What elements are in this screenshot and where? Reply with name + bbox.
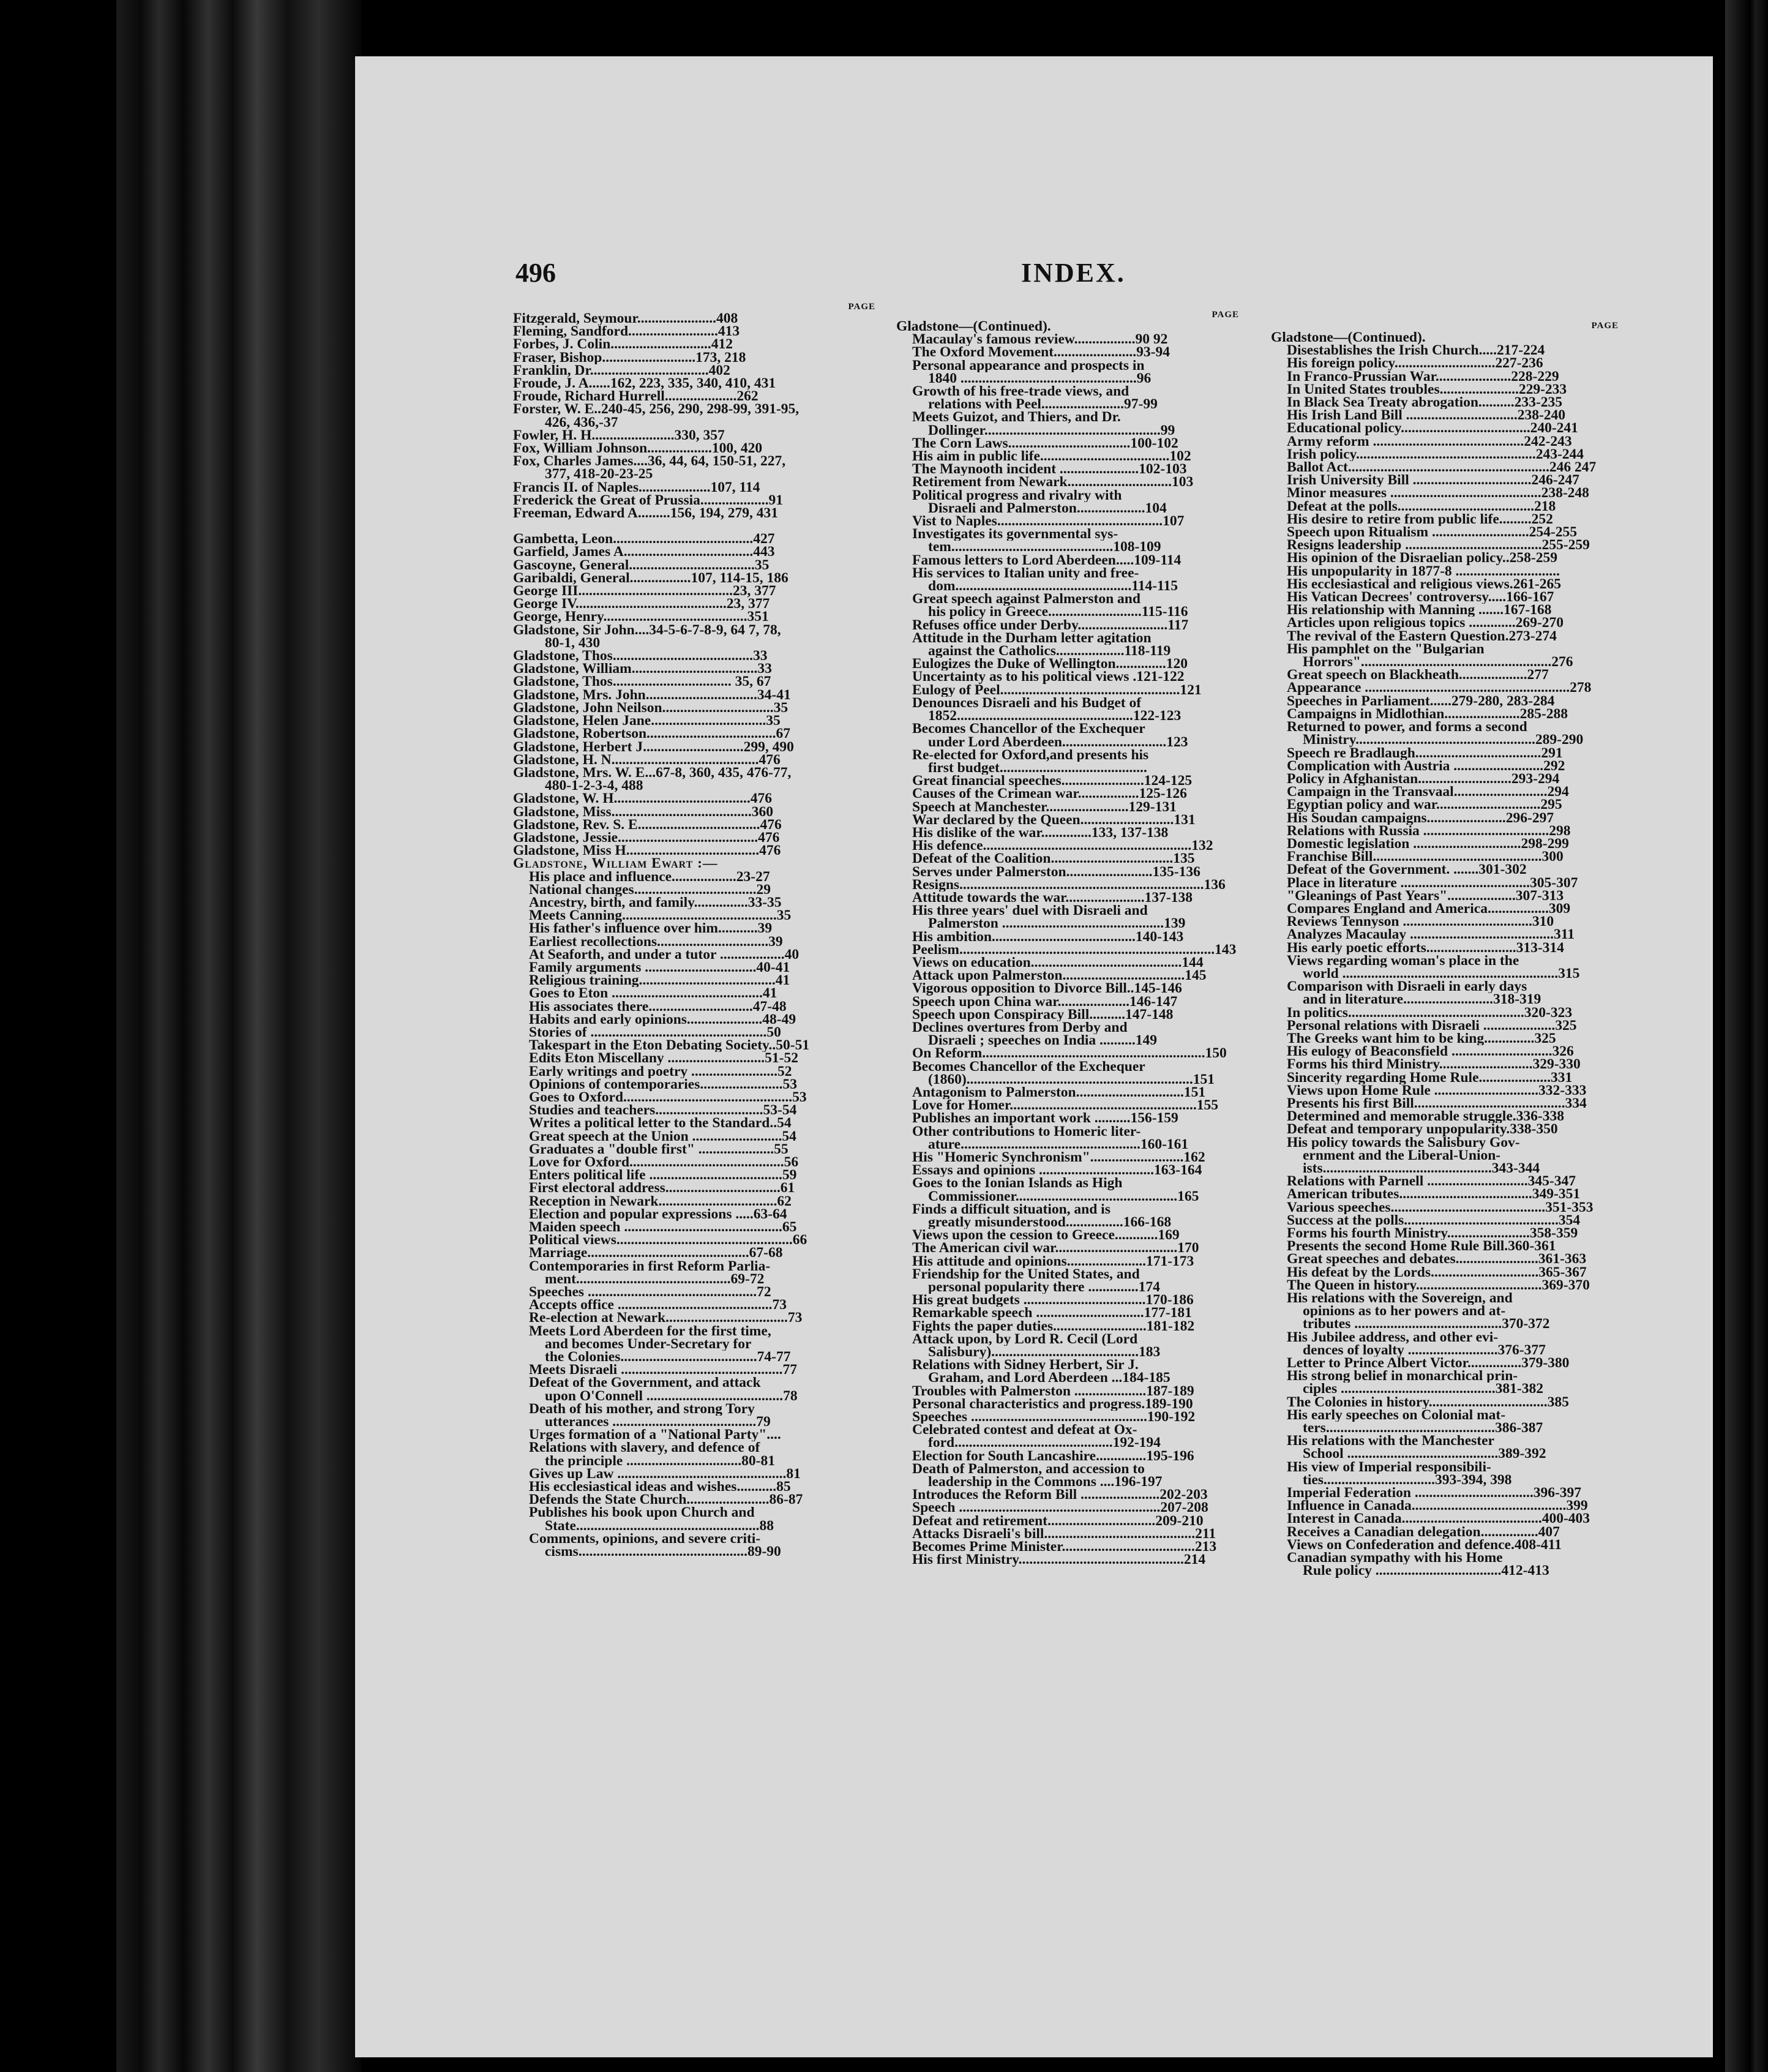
index-entry: Religious training......................................41 bbox=[529, 974, 790, 988]
index-entry: Eulogy of Peel..................................................121 bbox=[912, 683, 1202, 697]
index-entry: Rule policy ...................................412-413 bbox=[1303, 1564, 1549, 1578]
index-entry: Attack upon, by Lord R. Cecil (Lord bbox=[912, 1332, 1138, 1346]
index-entry: Defeat of the Government. .......301-302 bbox=[1287, 863, 1527, 877]
index-entry: Success at the polls...........................................354 bbox=[1287, 1214, 1581, 1228]
index-entry: His eulogy of Beaconsfield ............................326 bbox=[1287, 1045, 1574, 1059]
index-entry: Edits Eton Miscellany ...........................51-52 bbox=[529, 1052, 798, 1065]
index-entry: 480-1-2-3-4, 488 bbox=[545, 779, 643, 793]
index-entry: Meets Disraeli .............................................77 bbox=[529, 1364, 797, 1377]
index-entry: Speeches .................................................190-192 bbox=[912, 1411, 1196, 1424]
index-entry: Relations with Sidney Herbert, Sir J. bbox=[912, 1359, 1139, 1372]
index-entry: Personal relations with Disraeli ....................325 bbox=[1287, 1019, 1577, 1032]
index-entry: ciples ...........................................381-382 bbox=[1303, 1383, 1543, 1396]
index-entry: Family arguments ...............................40-41 bbox=[529, 961, 790, 975]
index-entry: Gladstone, William Ewart :— bbox=[513, 857, 718, 871]
index-entry: Publishes an important work ..........156-159 bbox=[912, 1112, 1178, 1125]
index-entry: Love for Homer....................................................155 bbox=[912, 1099, 1218, 1113]
index-entry: Gladstone, John Neilson...............................35 bbox=[513, 701, 788, 715]
index-entry: Remarkable speech ..............................177-181 bbox=[912, 1307, 1192, 1320]
index-entry: His relationship with Manning .......167-168 bbox=[1287, 604, 1552, 617]
index-entry: The revival of the Eastern Question.273-274 bbox=[1287, 629, 1557, 643]
index-entry: Denounces Disraeli and his Budget of bbox=[912, 696, 1142, 710]
index-entry: Dollinger.................................................99 bbox=[928, 424, 1175, 437]
index-entry: Articles upon religious topics .............269-270 bbox=[1287, 617, 1564, 630]
index-entry: Defeat of the Coalition..................................135 bbox=[912, 852, 1195, 866]
index-entry: Defeat at the polls......................................218 bbox=[1287, 500, 1556, 513]
index-entry: Disraeli ; speeches on India ..........149 bbox=[928, 1034, 1158, 1048]
index-entry: Comparison with Disraeli in early days bbox=[1287, 980, 1527, 994]
index-entry: Political views.................................................66 bbox=[529, 1234, 807, 1247]
index-entry: His associates there.............................47-48 bbox=[529, 1000, 787, 1013]
index-entry: Defeat of the Government, and attack bbox=[529, 1376, 761, 1390]
index-entry: Uncertainty as to his political views .121-122 bbox=[912, 670, 1185, 684]
index-entry: Fox, William Johnson..................100, 420 bbox=[513, 442, 763, 456]
index-entry: Letter to Prince Albert Victor...............379-380 bbox=[1287, 1357, 1570, 1370]
index-entry: the Colonies......................................74-77 bbox=[545, 1351, 791, 1364]
index-entry: Re-elected for Oxford,and presents his bbox=[912, 748, 1149, 762]
index-entry: Various speeches...........................................351-353 bbox=[1287, 1201, 1594, 1214]
index-entry: Earliest recollections...............................39 bbox=[529, 935, 783, 948]
index-entry: Presents the second Home Rule Bill.360-361 bbox=[1287, 1240, 1556, 1253]
index-entry: dom.................................................114-115 bbox=[928, 580, 1178, 593]
index-entry: ment...........................................69-72 bbox=[545, 1272, 765, 1286]
index-entry: His defence..........................................................132 bbox=[912, 839, 1213, 853]
index-entry: Forms his fourth Ministry.......................358-359 bbox=[1287, 1227, 1578, 1241]
index-entry: Views upon the cession to Greece............169 bbox=[912, 1229, 1180, 1242]
index-entry: Goes to the Ionian Islands as High bbox=[912, 1177, 1123, 1190]
index-entry: 426, 436,-37 bbox=[545, 416, 618, 429]
index-entry: Reception in Newark.................................62 bbox=[529, 1195, 792, 1208]
index-entry: Speech at Manchester.......................129-131 bbox=[912, 800, 1177, 814]
book-spine-edge bbox=[0, 0, 361, 2072]
index-entry: Fox, Charles James....36, 44, 64, 150-51, 227, bbox=[513, 455, 786, 468]
index-entry: 377, 418-20-23-25 bbox=[545, 468, 653, 481]
index-entry: War declared by the Queen..........................131 bbox=[912, 813, 1196, 827]
index-entry: The Colonies in history.................................385 bbox=[1287, 1395, 1569, 1409]
index-entry: Receives a Canadian delegation................407 bbox=[1287, 1525, 1560, 1539]
index-entry: School ..........................................389-392 bbox=[1303, 1447, 1546, 1461]
index-entry: Fleming, Sandford.........................413 bbox=[513, 325, 740, 339]
index-entry: His relations with the Manchester bbox=[1287, 1435, 1494, 1448]
index-entry: Canadian sympathy with his Home bbox=[1287, 1552, 1503, 1565]
index-entry: George IV..........................................23, 377 bbox=[513, 598, 770, 611]
index-entry: and in literature.........................318-319 bbox=[1303, 993, 1541, 1007]
index-entry: Antagonism to Palmerston..............................151 bbox=[912, 1086, 1206, 1100]
index-entry: His first Ministry..............................................214 bbox=[912, 1553, 1206, 1567]
index-entry: Domestic legislation ..............................298-299 bbox=[1287, 837, 1569, 851]
index-entry: Reviews Tennyson ....................................310 bbox=[1287, 915, 1554, 929]
index-entry: Urges formation of a "National Party".... bbox=[529, 1428, 781, 1442]
index-entry: Forbes, J. Colin............................412 bbox=[513, 338, 733, 351]
index-entry: Francis II. of Naples....................107, 114 bbox=[513, 481, 760, 494]
index-entry: Serves under Palmerston........................135-136 bbox=[912, 865, 1201, 879]
index-entry: Retirement from Newark.............................103 bbox=[912, 476, 1194, 489]
index-entry: In Black Sea Treaty abrogation..........233-235 bbox=[1287, 396, 1563, 410]
index-entry: Gladstone, Mrs. W. E...67-8, 360, 435, 476-77, bbox=[513, 766, 792, 780]
index-entry: Influence in Canada...........................................399 bbox=[1287, 1500, 1588, 1513]
index-entry: Determined and memorable struggle.336-338 bbox=[1287, 1110, 1564, 1124]
index-entry: Opinions of contemporaries.......................53 bbox=[529, 1078, 798, 1091]
index-entry: Becomes Prime Minister.....................................213 bbox=[912, 1541, 1217, 1554]
index-entry: Franklin, Dr.................................402 bbox=[513, 364, 730, 378]
index-entry: ford............................................192-194 bbox=[928, 1436, 1161, 1450]
index-entry: Peelism.......................................................................143 bbox=[912, 943, 1237, 956]
index-entry: First electoral address................................61 bbox=[529, 1182, 795, 1195]
index-entry: Fraser, Bishop..........................173, 218 bbox=[513, 351, 746, 364]
index-entry: Salisbury).........................................183 bbox=[928, 1346, 1161, 1359]
index-entry: Vist to Naples..............................................107 bbox=[912, 515, 1185, 528]
index-entry: His foreign policy............................227-236 bbox=[1287, 357, 1543, 370]
index-entry: Great financial speeches.......................124-125 bbox=[912, 775, 1193, 788]
index-entry: Gladstone, H. N.........................................476 bbox=[513, 753, 781, 767]
index-entry: Frederick the Great of Prussia...................91 bbox=[513, 494, 783, 508]
index-entry: tem.............................................108-109 bbox=[928, 541, 1161, 554]
index-entry: Friendship for the United States, and bbox=[912, 1267, 1140, 1282]
index-entry: Disestablishes the Irish Church.....217-224 bbox=[1287, 344, 1545, 358]
index-entry: Campaigns in Midlothian.....................285-288 bbox=[1287, 707, 1568, 721]
index-entry: ists...............................................343-344 bbox=[1303, 1162, 1540, 1176]
index-entry: Takespart in the Eton Debating Society..50-51 bbox=[529, 1039, 810, 1053]
index-entry: 80-1, 430 bbox=[545, 636, 601, 650]
index-entry: Presents his first Bill..........................................334 bbox=[1287, 1097, 1587, 1111]
index-entry: Re-election at Newark..................................73 bbox=[529, 1312, 803, 1325]
index-entry: Gladstone, Miss.......................................360 bbox=[513, 805, 773, 819]
index-entry: His ecclesiastical and religious views.261-265 bbox=[1287, 577, 1561, 591]
index-entry: Analyzes Macaulay ........................................311 bbox=[1287, 928, 1575, 942]
index-entry: The Oxford Movement.......................93-94 bbox=[912, 346, 1170, 359]
index-entry: Growth of his free-trade views, and bbox=[912, 385, 1129, 399]
index-entry: Refuses office under Derby.........................117 bbox=[912, 618, 1189, 632]
index-entry: Meets Guizot, and Thiers, and Dr. bbox=[912, 411, 1121, 424]
index-entry: greatly misunderstood................166-168 bbox=[928, 1216, 1172, 1229]
index-entry: Defeat and retirement..............................209-210 bbox=[912, 1514, 1204, 1528]
index-entry: Stories of .................................................50 bbox=[529, 1026, 781, 1040]
index-entry: Meets Canning...........................................35 bbox=[529, 909, 792, 923]
index-entry: "Gleanings of Past Years"...................307-313 bbox=[1287, 889, 1564, 903]
index-entry: Becomes Chancellor of the Exchequer bbox=[912, 1060, 1145, 1073]
index-entry: Great speeches and debates.......................361-363 bbox=[1287, 1253, 1587, 1266]
index-entry: the principle ................................80-81 bbox=[545, 1454, 775, 1468]
index-entry: (1860)...............................................................151 bbox=[928, 1073, 1215, 1086]
running-head: INDEX. bbox=[1021, 258, 1126, 288]
index-entry: Views on education..........................................144 bbox=[912, 956, 1204, 970]
index-entry: Finds a difficult situation, and is bbox=[912, 1203, 1111, 1217]
index-entry: Garibaldi, General.................107, 114-15, 186 bbox=[513, 571, 788, 585]
index-entry: Declines overtures from Derby and bbox=[912, 1021, 1128, 1035]
index-entry: Speech upon China war....................146-147 bbox=[912, 995, 1178, 1008]
index-entry: Essays and opinions ................................163-164 bbox=[912, 1164, 1202, 1177]
index-entry: Gladstone, Robertson....................................67 bbox=[513, 727, 791, 741]
index-entry: In politics.................................................320-323 bbox=[1287, 1006, 1573, 1019]
index-entry: Speeches in Parliament......279-280, 283-284 bbox=[1287, 694, 1555, 708]
index-entry: Disraeli and Palmerston...................104 bbox=[928, 501, 1167, 516]
index-entry: Resigns leadership ......................................255-259 bbox=[1287, 539, 1590, 552]
index-entry: Maiden speech ............................................65 bbox=[529, 1221, 797, 1234]
index-entry: His view of Imperial responsibili- bbox=[1287, 1460, 1491, 1474]
index-entry: Gladstone, Helen Jane................................35 bbox=[513, 715, 781, 728]
index-entry: Personal characteristics and progress.189-190 bbox=[912, 1397, 1193, 1411]
index-entry: Election for South Lancashire..............195-196 bbox=[912, 1449, 1194, 1463]
index-column-1 bbox=[513, 301, 875, 1558]
index-entry: National changes..................................29 bbox=[529, 883, 771, 896]
index-entry: Speech ........................................................207-208 bbox=[912, 1501, 1208, 1515]
index-entry: Investigates its governmental sys- bbox=[912, 528, 1118, 541]
index-entry: ties...............................393-394, 398 bbox=[1303, 1473, 1512, 1487]
index-entry: Gives up Law ...............................................81 bbox=[529, 1467, 801, 1481]
index-entry: His defeat by the Lords..............................365-367 bbox=[1287, 1266, 1587, 1279]
index-entry: Ministry..................................................289-290 bbox=[1303, 734, 1584, 747]
index-entry: under Lord Aberdeen.............................123 bbox=[928, 735, 1188, 749]
index-entry: His early speeches on Colonial mat- bbox=[1287, 1408, 1506, 1422]
index-entry: Views on Confederation and defence.408-411 bbox=[1287, 1538, 1562, 1552]
index-entry: Appearance .........................................................278 bbox=[1287, 681, 1592, 695]
index-entry: Imperial Federation .................................396-397 bbox=[1287, 1487, 1582, 1500]
index-entry: Freeman, Edward A.........156, 194, 279, 431 bbox=[513, 507, 779, 520]
index-entry: Gambetta, Leon.......................................427 bbox=[513, 533, 775, 546]
index-entry: Causes of the Crimean war.................125-126 bbox=[912, 787, 1187, 801]
index-entry: Love for Oxford...........................................56 bbox=[529, 1156, 799, 1169]
index-entry: Views regarding woman's place in the bbox=[1287, 954, 1519, 967]
index-entry: The Greeks want him to be king..............325 bbox=[1287, 1032, 1556, 1046]
index-entry: His early poetic efforts.........................313-314 bbox=[1287, 941, 1564, 955]
index-entry: Gladstone, Mrs. John...............................34-41 bbox=[513, 688, 791, 702]
index-entry: ernment and the Liberal-Union- bbox=[1303, 1149, 1501, 1162]
index-entry: Writes a political letter to the Standard..54 bbox=[529, 1117, 792, 1130]
index-entry: American tributes.....................................349-351 bbox=[1287, 1188, 1581, 1201]
index-entry: Views upon Home Rule .............................332-333 bbox=[1287, 1084, 1587, 1097]
index-entry: Attitude in the Durham letter agitation bbox=[912, 631, 1152, 645]
index-entry: Gascoyne, General...................................35 bbox=[513, 558, 770, 572]
index-entry: Great speech at the Union .........................54 bbox=[529, 1130, 796, 1143]
index-entry: His dislike of the war..............133, 137-138 bbox=[912, 826, 1169, 840]
index-column-3 bbox=[1271, 320, 1619, 1578]
index-entry: Irish University Bill .................................246-247 bbox=[1287, 474, 1579, 487]
index-entry: Political progress and rivalry with bbox=[912, 489, 1122, 502]
index-entry: Graham, and Lord Aberdeen ...184-185 bbox=[928, 1372, 1171, 1385]
page-column-label: PAGE bbox=[848, 302, 875, 312]
index-entry: Speeches ...............................................72 bbox=[529, 1286, 771, 1299]
index-entry: In Franco-Prussian War.....................228-229 bbox=[1287, 370, 1559, 383]
index-entry: His unpopularity in 1877-8 ............................. bbox=[1287, 565, 1560, 578]
index-entry: Campaign in the Transvaal..........................294 bbox=[1287, 786, 1569, 799]
index-entry: In United States troubles......................229-233 bbox=[1287, 383, 1567, 397]
index-entry: Ballot Act........................................................246 247 bbox=[1287, 461, 1597, 475]
index-entry: His three years' duel with Disraeli and bbox=[912, 904, 1148, 918]
index-entry: Defeat and temporary unpopularity.338-350 bbox=[1287, 1123, 1558, 1136]
index-entry: Garfield, James A....................................443 bbox=[513, 546, 775, 559]
index-entry: Contemporaries in first Reform Parlia- bbox=[529, 1259, 771, 1273]
index-entry: His Irish Land Bill ...............................238-240 bbox=[1287, 409, 1566, 422]
index-entry: His policy towards the Salisbury Gov- bbox=[1287, 1136, 1520, 1149]
index-entry: Great speech on Blackheath...................277 bbox=[1287, 669, 1549, 682]
index-entry: His pamphlet on the "Bulgarian bbox=[1287, 642, 1485, 656]
index-entry: His "Homeric Synchronism"..........................162 bbox=[912, 1151, 1205, 1165]
page-column-label: PAGE bbox=[1212, 310, 1239, 320]
index-entry: cisms...............................................89-90 bbox=[545, 1545, 781, 1559]
index-entry: Ancestry, birth, and family...............33-35 bbox=[529, 896, 782, 910]
index-entry: Speech upon Conspiracy Bill..........147-148 bbox=[912, 1008, 1174, 1021]
index-entry: Meets Lord Aberdeen for the first time, bbox=[529, 1324, 771, 1338]
index-entry: Gladstone, Herbert J............................299, 490 bbox=[513, 740, 794, 754]
index-entry: Defends the State Church.......................86-87 bbox=[529, 1493, 803, 1507]
page-number: 496 bbox=[515, 258, 556, 288]
index-entry: Death of Palmerston, and accession to bbox=[912, 1462, 1145, 1476]
index-entry: Graduates a "double first" .....................55 bbox=[529, 1143, 788, 1156]
index-entry: Sincerity regarding Home Rule....................331 bbox=[1287, 1071, 1573, 1084]
index-entry: Gladstone, Thos.......................................33 bbox=[513, 650, 768, 663]
index-entry: utterances ........................................79 bbox=[545, 1416, 771, 1429]
index-entry: Compares England and America.................309 bbox=[1287, 902, 1571, 916]
index-entry: His desire to retire from public life.........252 bbox=[1287, 512, 1553, 527]
index-entry: On Reform..............................................................150 bbox=[912, 1047, 1227, 1060]
index-entry: Other contributions to Homeric liter- bbox=[912, 1125, 1141, 1138]
column-continuation-heading: Gladstone—(Continued). bbox=[896, 318, 1051, 334]
index-entry: Forster, W. E..240-45, 256, 290, 298-99, 391-95, bbox=[513, 403, 800, 416]
index-entry: against the Catholics...................118-119 bbox=[928, 645, 1171, 658]
index-entry: Macaulay's famous review.................90 92 bbox=[912, 333, 1168, 347]
index-entry: 1840 .................................................96 bbox=[928, 372, 1152, 386]
index-entry: Resigns....................................................................136 bbox=[912, 878, 1226, 891]
index-entry: His services to Italian unity and free- bbox=[912, 566, 1139, 580]
column-continuation-heading: Gladstone—(Continued). bbox=[1271, 329, 1426, 345]
index-entry: Place in literature ....................................305-307 bbox=[1287, 876, 1578, 890]
index-entry: Gladstone, William...................................33 bbox=[513, 663, 772, 676]
index-entry: leadership in the Commons ....196-197 bbox=[928, 1476, 1163, 1489]
index-entry: Army reform ..........................................242-243 bbox=[1287, 435, 1572, 448]
index-entry: His opinion of the Disraelian policy..258-259 bbox=[1287, 552, 1557, 565]
index-entry: Horrors".....................................................276 bbox=[1303, 656, 1573, 669]
index-entry: His place and influence..................23-27 bbox=[529, 870, 770, 884]
index-entry: Gladstone, W. H......................................476 bbox=[513, 792, 773, 806]
index-entry: Marriage.............................................67-68 bbox=[529, 1247, 783, 1260]
index-entry: tributes .........................................370-372 bbox=[1303, 1318, 1550, 1331]
index-entry: The Queen in history...................................369-370 bbox=[1287, 1278, 1590, 1293]
index-entry: At Seaforth, and under a tutor ..................40 bbox=[529, 948, 800, 961]
index-entry: first budget......................................... bbox=[928, 761, 1147, 775]
index-entry: Fitzgerald, Seymour......................408 bbox=[513, 312, 738, 326]
index-entry: Goes to Eton ..........................................41 bbox=[529, 987, 777, 1000]
index-entry: His Soudan campaigns......................296-297 bbox=[1287, 811, 1554, 825]
index-entry: Educational policy....................................240-241 bbox=[1287, 422, 1578, 435]
index-entry: His Jubilee address, and other evi- bbox=[1287, 1331, 1499, 1344]
index-entry: personal popularity there ..............174 bbox=[928, 1281, 1160, 1294]
index-entry: Gladstone, Sir John....34-5-6-7-8-9, 64 7, 78, bbox=[513, 623, 781, 637]
scan-border-right bbox=[1713, 0, 1768, 2072]
index-entry: State...................................................88 bbox=[545, 1519, 774, 1533]
index-entry: Early writings and poetry ........................52 bbox=[529, 1065, 792, 1078]
index-entry: Gladstone, Miss H.....................................476 bbox=[513, 844, 781, 858]
index-entry: Attacks Disraeli's bill..........................................211 bbox=[912, 1527, 1216, 1541]
index-entry: Personal appearance and prospects in bbox=[912, 359, 1145, 372]
index-entry: Fowler, H. H.......................330, 357 bbox=[513, 429, 725, 443]
index-entry: relations with Peel.......................97-99 bbox=[928, 398, 1158, 411]
index-entry: Troubles with Palmerston ....................187-189 bbox=[912, 1384, 1194, 1398]
index-entry: His great budgets ..................................170-186 bbox=[912, 1294, 1194, 1307]
index-entry: world ............................................................315 bbox=[1303, 967, 1580, 981]
index-entry: and becomes Under-Secretary for bbox=[545, 1337, 752, 1351]
index-entry: Famous letters to Lord Aberdeen.....109-114 bbox=[912, 554, 1182, 567]
index-entry: Gladstone, Thos................................. 35, 67 bbox=[513, 675, 771, 689]
index-entry: Egyptian policy and war.............................295 bbox=[1287, 798, 1562, 812]
index-entry: Death of his mother, and strong Tory bbox=[529, 1402, 755, 1416]
index-entry: 1852.................................................122-123 bbox=[928, 710, 1182, 723]
index-entry: Returned to power, and forms a second bbox=[1287, 721, 1527, 734]
index-entry: His strong belief in monarchical prin- bbox=[1287, 1370, 1518, 1383]
index-entry: His ecclesiastical ideas and wishes...........85 bbox=[529, 1481, 791, 1494]
index-entry: Attack upon Palmerston..................................145 bbox=[912, 969, 1207, 983]
index-entry: The Maynooth incident ......................102-103 bbox=[912, 463, 1187, 476]
index-entry: Publishes his book upon Church and bbox=[529, 1506, 755, 1520]
page-column-label: PAGE bbox=[1591, 321, 1619, 331]
index-entry: Studies and teachers..............................53-54 bbox=[529, 1104, 797, 1117]
index-entry: dences of loyalty .........................376-377 bbox=[1303, 1343, 1546, 1357]
index-entry: Palmerston .............................................139 bbox=[928, 917, 1186, 931]
index-entry: ters...............................................386-387 bbox=[1303, 1422, 1543, 1435]
index-entry: His attitude and opinions......................171-173 bbox=[912, 1255, 1194, 1268]
index-entry: Gladstone, Rev. S. E..................................476 bbox=[513, 818, 782, 831]
index-column-2 bbox=[896, 309, 1239, 1567]
index-entry: Vigorous opposition to Divorce Bill..145-146 bbox=[912, 982, 1182, 996]
index-entry: Speech re Bradlaugh...................................291 bbox=[1287, 746, 1563, 760]
index-entry: Habits and early opinions.....................48-49 bbox=[529, 1013, 796, 1026]
index-entry: His aim in public life....................................102 bbox=[912, 450, 1191, 464]
index-entry: Franchise Bill...............................................300 bbox=[1287, 850, 1564, 864]
index-entry: Accepts office ...........................................73 bbox=[529, 1299, 787, 1312]
index-entry: Relations with Parnell ............................345-347 bbox=[1287, 1175, 1576, 1188]
index-entry: Commissioner.............................................165 bbox=[928, 1190, 1199, 1203]
index-entry: Comments, opinions, and severe criti- bbox=[529, 1532, 761, 1546]
index-entry: George III...........................................23, 377 bbox=[513, 585, 776, 598]
index-entry: Great speech against Palmerston and bbox=[912, 593, 1141, 606]
index-entry: Becomes Chancellor of the Exchequer bbox=[912, 723, 1145, 736]
index-entry: Complication with Austria .........................292 bbox=[1287, 759, 1565, 773]
index-entry: Election and popular expressions .....63-64 bbox=[529, 1207, 787, 1222]
index-entry: Speech upon Ritualism ...........................254-255 bbox=[1287, 526, 1577, 539]
index-entry: His father's influence over him...........39 bbox=[529, 922, 773, 936]
index-entry: Forms his third Ministry..........................329-330 bbox=[1287, 1058, 1581, 1072]
index-entry: his policy in Greece..........................115-116 bbox=[928, 606, 1188, 619]
index-entry: Policy in Afghanistan..........................293-294 bbox=[1287, 772, 1560, 786]
index-entry: Froude, Richard Hurrell....................262 bbox=[513, 390, 759, 404]
index-entry: opinions as to her powers and at- bbox=[1303, 1305, 1506, 1318]
index-entry: His relations with the Sovereign, and bbox=[1287, 1292, 1513, 1305]
index-entry: Fights the paper duties..........................181-182 bbox=[912, 1319, 1195, 1333]
index-entry: ature..................................................160-161 bbox=[928, 1138, 1189, 1151]
index-entry: upon O'Connell ......................................78 bbox=[545, 1389, 798, 1403]
index-entry: Enters political life .....................................59 bbox=[529, 1169, 797, 1182]
index-entry: Eulogizes the Duke of Wellington..............120 bbox=[912, 658, 1188, 671]
index-entry: Minor measures ..........................................238-248 bbox=[1287, 487, 1589, 500]
index-entry: Introduces the Reform Bill ......................202-203 bbox=[912, 1488, 1208, 1502]
index-entry: Attitude towards the war......................137-138 bbox=[912, 891, 1193, 905]
index-entry: Relations with slavery, and defence of bbox=[529, 1441, 760, 1455]
index-entry: Froude, J. A......162, 223, 335, 340, 410, 431 bbox=[513, 377, 776, 391]
index-entry: George, Henry........................................351 bbox=[513, 610, 769, 624]
index-entry: Relations with Russia ...................................298 bbox=[1287, 824, 1571, 838]
index-entry: Goes to Oxford...............................................53 bbox=[529, 1090, 807, 1105]
index-entry: His ambition........................................140-143 bbox=[912, 930, 1184, 944]
index-entry: His Vatican Decrees' controversy.....166-167 bbox=[1287, 591, 1554, 604]
index-entry: Gladstone, Jessie.......................................476 bbox=[513, 831, 780, 845]
index-entry: Celebrated contest and defeat at Ox- bbox=[912, 1424, 1137, 1437]
index-entry: The Corn Laws..................................100-102 bbox=[912, 437, 1178, 451]
index-entry: The American civil war..................................170 bbox=[912, 1242, 1199, 1255]
index-entry: Irish policy..................................................243-244 bbox=[1287, 448, 1584, 462]
index-entry: Interest in Canada.......................................400-403 bbox=[1287, 1512, 1590, 1526]
